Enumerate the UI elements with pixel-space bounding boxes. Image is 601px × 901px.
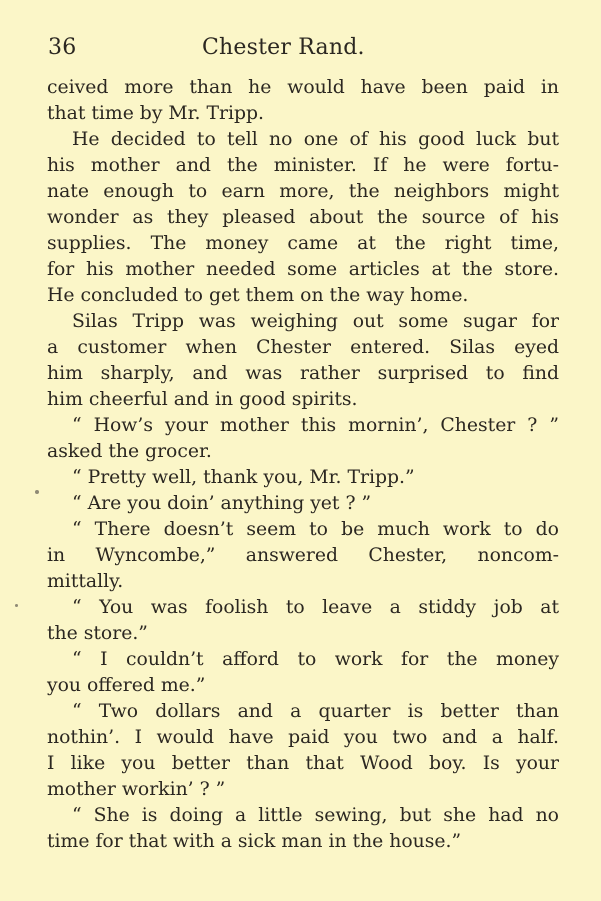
text-line: ceived more than he would have been paid in — [47, 77, 559, 98]
text-line: “ I couldn’t afford to work for the money — [72, 649, 559, 670]
text-line: nothin’. I would have paid you two and a half. — [47, 727, 559, 748]
text-line: his mother and the minister. If he were fortu- — [47, 155, 559, 176]
page-header — [48, 34, 560, 64]
running-title: Chester Rand. — [202, 35, 365, 60]
text-line: Silas Tripp was weighing out some sugar for — [72, 311, 559, 332]
text-line: “ How’s your mother this mornin’, Chester ? ” — [72, 415, 559, 436]
text-line: asked the grocer. — [47, 441, 212, 462]
text-line: supplies. The money came at the right time, — [47, 233, 559, 254]
text-line: He concluded to get them on the way home. — [47, 285, 469, 306]
text-line: mother workin’ ? ” — [47, 779, 226, 800]
text-line: time for that with a sick man in the house.” — [47, 831, 462, 852]
text-line: a customer when Chester entered. Silas eyed — [47, 337, 559, 358]
text-line: wonder as they pleased about the source of his — [47, 207, 559, 228]
text-line: “ She is doing a little sewing, but she had no — [72, 805, 559, 826]
page-number: 36 — [48, 35, 77, 60]
text-line: “ There doesn’t seem to be much work to do — [72, 519, 559, 540]
text-line: I like you better than that Wood boy. Is your — [47, 753, 559, 774]
text-line: mittally. — [47, 571, 124, 592]
print-speck — [15, 604, 18, 607]
text-line: him sharply, and was rather surprised to find — [47, 363, 559, 384]
print-speck — [35, 490, 39, 494]
text-line: in Wyncombe,” answered Chester, noncom- — [47, 545, 559, 566]
text-line: “ Two dollars and a quarter is better than — [72, 701, 559, 722]
text-line: for his mother needed some articles at the store. — [47, 259, 559, 280]
text-line: “ Are you doin’ anything yet ? ” — [72, 493, 372, 514]
text-line: that time by Mr. Tripp. — [47, 103, 265, 124]
text-line: nate enough to earn more, the neighbors might — [47, 181, 559, 202]
text-line: you offered me.” — [47, 675, 206, 696]
text-line: him cheerful and in good spirits. — [47, 389, 358, 410]
text-line: “ Pretty well, thank you, Mr. Tripp.” — [72, 467, 415, 488]
text-line: “ You was foolish to leave a stiddy job at — [72, 597, 559, 618]
text-line: the store.” — [47, 623, 148, 644]
text-line: He decided to tell no one of his good luck but — [72, 129, 559, 150]
page-body — [47, 75, 559, 855]
